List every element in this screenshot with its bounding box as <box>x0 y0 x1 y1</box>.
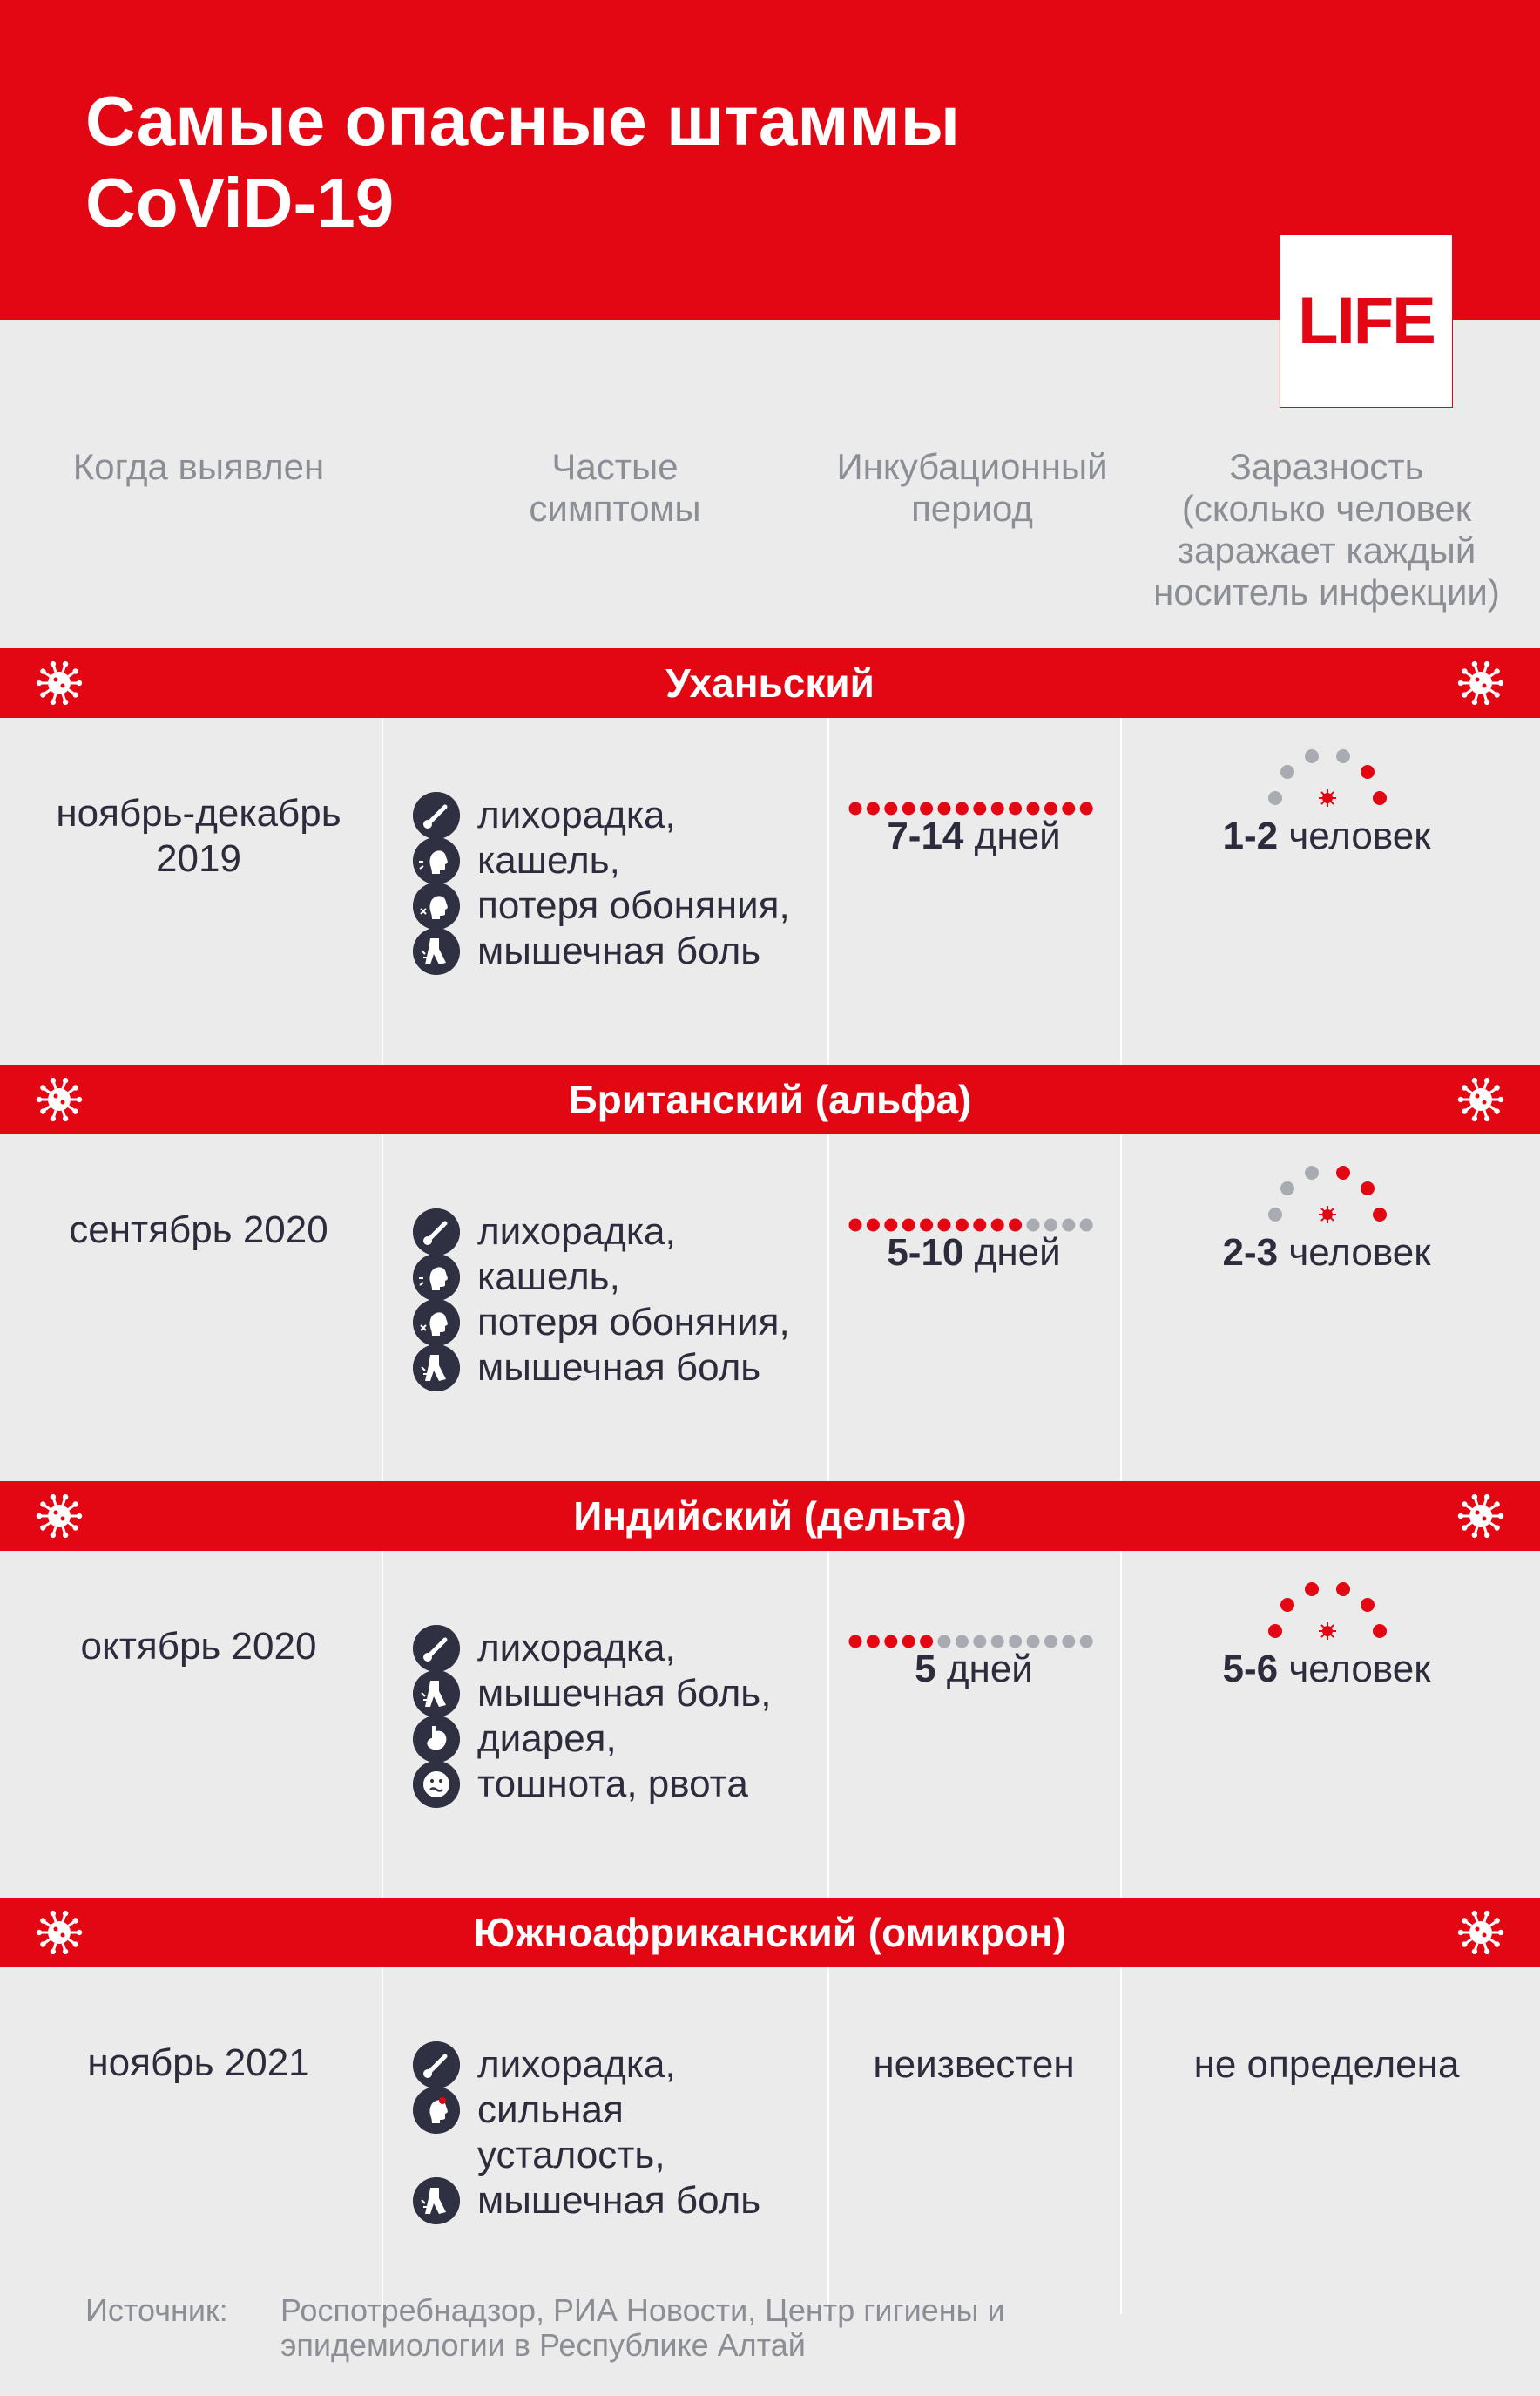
strain-header-band <box>0 648 1540 718</box>
symptom-label: потеря обоняния, <box>477 884 790 927</box>
smell-loss-icon <box>413 1299 460 1346</box>
date-line: октябрь 2020 <box>80 1625 317 1668</box>
contagion-dot <box>1361 1181 1375 1195</box>
strain-detected-date <box>17 791 380 882</box>
contagion-dot <box>1373 1208 1387 1222</box>
symptom-label: мышечная боль <box>477 1346 761 1389</box>
contagion-rate <box>1122 1230 1531 1276</box>
column-divider <box>1120 1134 1122 1481</box>
symptom-label: лихорадка, <box>477 1627 676 1669</box>
thermometer-icon <box>413 2041 460 2088</box>
nausea-icon <box>413 1761 460 1808</box>
incubation-value: 5-10 <box>887 1231 964 1274</box>
column-header-incubation-line: период <box>911 488 1033 529</box>
cough-icon <box>413 1254 460 1301</box>
symptom-label: кашель, <box>477 1256 620 1298</box>
column-divider <box>827 1551 829 1898</box>
column-divider <box>382 718 383 1065</box>
column-divider <box>827 1134 829 1481</box>
carrier-virus-icon <box>1319 1622 1336 1640</box>
column-divider <box>827 1967 829 2314</box>
column-header-symptoms-line: Частые <box>551 446 679 487</box>
column-header-contagion-line: заражает каждый <box>1177 530 1476 571</box>
contagion-unit: человек <box>1288 815 1431 857</box>
thermometer-icon <box>413 792 460 839</box>
column-header-incubation-line: Инкубационный <box>836 446 1108 487</box>
contagion-dots <box>1266 1580 1388 1641</box>
contagion-rate <box>1122 1647 1531 1692</box>
column-divider <box>1120 1967 1122 2314</box>
contagion-dot <box>1361 765 1375 779</box>
strain-header-band <box>0 1065 1540 1134</box>
contagion-dot <box>1268 1624 1282 1638</box>
date-line: ноябрь 2021 <box>87 2041 310 2084</box>
contagion-value: 5-6 <box>1222 1648 1279 1690</box>
contagion-value: 2-3 <box>1222 1231 1279 1274</box>
contagion-value: 1-2 <box>1222 815 1279 857</box>
contagion-unit: человек <box>1288 1231 1431 1274</box>
contagion-dot <box>1373 1624 1387 1638</box>
incubation-text: неизвестен <box>873 2043 1075 2086</box>
symptom-label: потеря обоняния, <box>477 1301 790 1344</box>
column-header-when-text: Когда выявлен <box>72 446 325 487</box>
fatigue-icon <box>413 2087 460 2134</box>
column-divider <box>827 718 829 1065</box>
contagion-dot <box>1280 1181 1294 1195</box>
contagion-dot <box>1268 1208 1282 1222</box>
contagion-text: не определена <box>1193 2043 1460 2086</box>
thermometer-icon <box>413 1625 460 1672</box>
incubation-unit: дней <box>946 1648 1033 1690</box>
incubation-value: 7-14 <box>887 815 964 857</box>
contagion-dots <box>1266 748 1388 809</box>
smell-loss-icon <box>413 883 460 930</box>
column-header-contagion <box>1124 446 1530 613</box>
date-line: 2019 <box>156 837 241 880</box>
date-line: сентябрь 2020 <box>69 1208 328 1251</box>
source-label: Источник: <box>85 2292 228 2328</box>
column-header-contagion-line: носитель инфекции) <box>1153 572 1500 613</box>
column-divider <box>1120 1551 1122 1898</box>
cough-icon <box>413 837 460 884</box>
symptom-label: тошнота, рвота <box>477 1763 748 1805</box>
strain-detected-date <box>17 2041 380 2086</box>
contagion-dots <box>1266 1164 1388 1225</box>
strain-detected-date <box>17 1624 380 1669</box>
muscle-pain-icon <box>413 1670 460 1717</box>
strain-detected-date <box>17 1208 380 1253</box>
column-header-contagion-line: (сколько человек <box>1181 488 1472 529</box>
contagion-dot <box>1336 1166 1350 1180</box>
muscle-pain-icon <box>413 928 460 975</box>
strain-name: Британский (альфа) <box>568 1077 972 1122</box>
symptom-label: кашель, <box>477 839 620 882</box>
strain-header-band <box>0 1481 1540 1551</box>
strain-name: Уханьский <box>665 660 875 706</box>
symptom-label: сильная <box>477 2088 624 2131</box>
title-line-2: CoViD-19 <box>85 164 395 241</box>
symptom-label: мышечная боль <box>477 2179 761 2222</box>
column-divider <box>1120 718 1122 1065</box>
contagion-dot <box>1336 749 1350 763</box>
thermometer-icon <box>413 1208 460 1256</box>
symptom-label: лихорадка, <box>477 2043 676 2086</box>
column-header-symptoms <box>444 446 786 530</box>
muscle-pain-icon <box>413 2177 460 2224</box>
symptom-label: лихорадка, <box>477 1210 676 1253</box>
life-logo <box>1280 235 1452 407</box>
incubation-period <box>827 1647 1120 1692</box>
incubation-unit: дней <box>974 1231 1061 1274</box>
contagion-dot <box>1305 1166 1319 1180</box>
strain-name: Индийский (дельта) <box>573 1493 967 1539</box>
logo-text: LIFE <box>1298 284 1435 358</box>
column-header-incubation <box>819 446 1125 530</box>
column-header-symptoms-line: симптомы <box>529 488 701 529</box>
contagion-rate <box>1122 814 1531 859</box>
incubation-value: 5 <box>915 1648 936 1690</box>
contagion-dot <box>1268 791 1282 805</box>
contagion-dot <box>1373 791 1387 805</box>
contagion-dot <box>1336 1582 1350 1596</box>
muscle-pain-icon <box>413 1344 460 1391</box>
strain-header-band <box>0 1898 1540 1967</box>
incubation-period <box>827 814 1120 859</box>
symptom-label: мышечная боль, <box>477 1672 772 1715</box>
contagion-unit: человек <box>1288 1648 1431 1690</box>
contagion-dot <box>1280 765 1294 779</box>
strain-name: Южноафриканский (омикрон) <box>473 1910 1067 1955</box>
date-line: ноябрь-декабрь <box>56 792 341 835</box>
carrier-virus-icon <box>1319 789 1336 807</box>
contagion-dot <box>1280 1598 1294 1612</box>
contagion-dot <box>1361 1598 1375 1612</box>
symptom-label: мышечная боль <box>477 930 761 972</box>
column-divider <box>382 1134 383 1481</box>
column-divider <box>382 1967 383 2314</box>
source-value: Роспотребнадзор, РИА Новости, Центр гигиены и эпидемиологии в Республике Алтай <box>280 2292 1005 2363</box>
incubation-period <box>827 1230 1120 1276</box>
incubation-unit: дней <box>974 815 1061 857</box>
stomach-icon <box>413 1716 460 1763</box>
symptom-label: диарея, <box>477 1717 617 1760</box>
column-header-when <box>35 446 362 488</box>
column-divider <box>382 1551 383 1898</box>
page-title <box>85 80 960 244</box>
symptom-label: лихорадка, <box>477 794 676 836</box>
symptom-label: усталость, <box>477 2134 665 2176</box>
title-line-1: Самые опасные штаммы <box>85 82 961 159</box>
column-header-contagion-line: Заразность <box>1229 446 1424 487</box>
contagion-dot <box>1305 1582 1319 1596</box>
carrier-virus-icon <box>1319 1206 1336 1223</box>
contagion-dot <box>1305 749 1319 763</box>
